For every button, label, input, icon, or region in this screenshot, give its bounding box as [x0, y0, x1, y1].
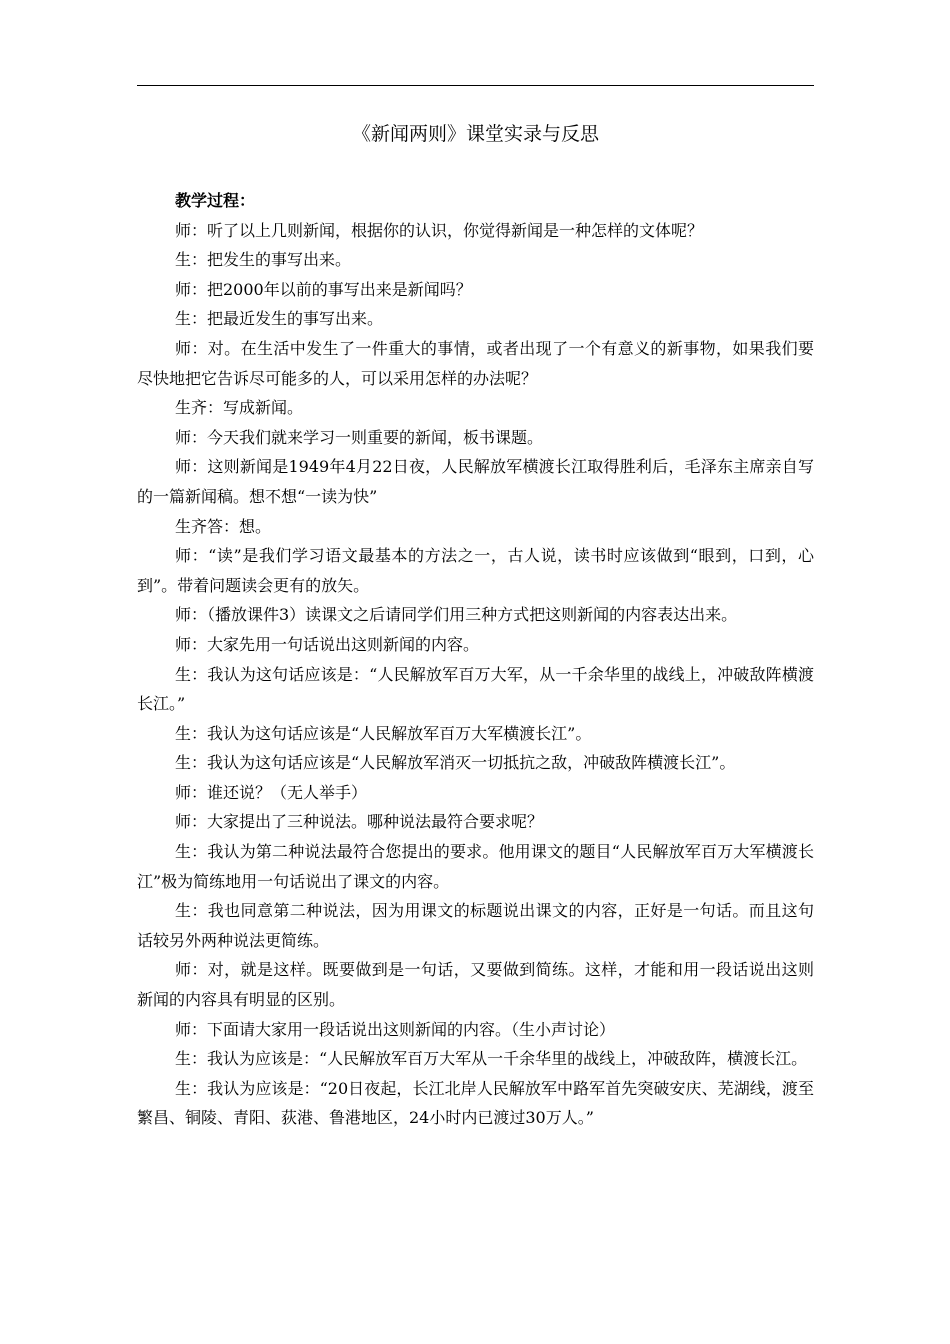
paragraph: 师：听了以上几则新闻，根据你的认识，你觉得新闻是一种怎样的文体呢？	[175, 220, 704, 240]
paragraph: 生：把最近发生的事写出来。	[175, 309, 384, 329]
paragraph: 师：对，就是这样。既要做到是一句话，又要做到简练。这样，才能和用一段话说出这则新闻的内容具有明显的区别。	[137, 960, 814, 1010]
paragraph: 师：把2000年以前的事写出来是新闻吗？	[175, 279, 472, 299]
paragraph: 生：我认为第二种说法最符合您提出的要求。他用课文的题目“人民解放军百万大军横渡长江”极为简练地用一句话说出了课文的内容。	[137, 842, 814, 891]
paragraph: 生：我认为应该是：“人民解放军百万大军从一千余华里的战线上，冲破敌阵，横渡长江。	[175, 1049, 808, 1069]
paragraph: 生：我认为应该是：“20日夜起，长江北岸人民解放军中路军首先突破安庆、芜湖线，渡至繁昌、铜陵、青阳、荻港、鲁港地区，24小时内已渡过30万人。”	[137, 1078, 814, 1128]
paragraph: 生：把发生的事写出来。	[175, 250, 352, 270]
paragraph: 生：我也同意第二种说法，因为用课文的标题说出课文的内容，正好是一句话。而且这句话较另外两种说法更简练。	[137, 901, 814, 950]
paragraph: 生：我认为这句话应该是：“人民解放军百万大军，从一千余华里的战线上，冲破敌阵横渡长江。”	[137, 664, 814, 714]
paragraph: 生齐答：想。	[175, 516, 272, 536]
paragraph: 师：今天我们就来学习一则重要的新闻，板书课题。	[175, 427, 544, 447]
paragraph: 师：对。在生活中发生了一件重大的事情，或者出现了一个有意义的新事物，如果我们要尽快地把它告诉尽可能多的人，可以采用怎样的办法呢？	[137, 338, 814, 388]
paragraph: 师：（播放课件3）读课文之后请同学们用三种方式把这则新闻的内容表达出来。	[175, 605, 738, 625]
document-body	[137, 186, 814, 1133]
paragraph: 师：大家提出了三种说法。哪种说法最符合要求呢？	[175, 812, 544, 832]
paragraph: 师：这则新闻是1949年4月22日夜，人民解放军横渡长江取得胜利后，毛泽东主席亲自写的一篇新闻稿。想不想“一读为快”	[137, 457, 814, 506]
paragraph: 师：谁还说？（无人举手）	[175, 782, 368, 802]
paragraph: 生齐：写成新闻。	[175, 398, 304, 418]
paragraph: 师：“读”是我们学习语文最基本的方法之一，古人说，读书时应该做到“眼到，口到，心到”。带着问题读会更有的放矢。	[137, 546, 814, 595]
header-rule	[137, 85, 814, 86]
paragraph: 师：大家先用一句话说出这则新闻的内容。	[175, 634, 480, 654]
paragraph: 生：我认为这句话应该是“人民解放军百万大军横渡长江”。	[175, 723, 592, 743]
document-title: 《新闻两则》课堂实录与反思	[351, 123, 599, 145]
paragraph: 师：下面请大家用一段话说出这则新闻的内容。（生小声讨论）	[175, 1019, 616, 1039]
section-heading: 教学过程：	[175, 191, 256, 210]
paragraph: 生：我认为这句话应该是“人民解放军消灭一切抵抗之敌，冲破敌阵横渡长江”。	[175, 753, 736, 773]
